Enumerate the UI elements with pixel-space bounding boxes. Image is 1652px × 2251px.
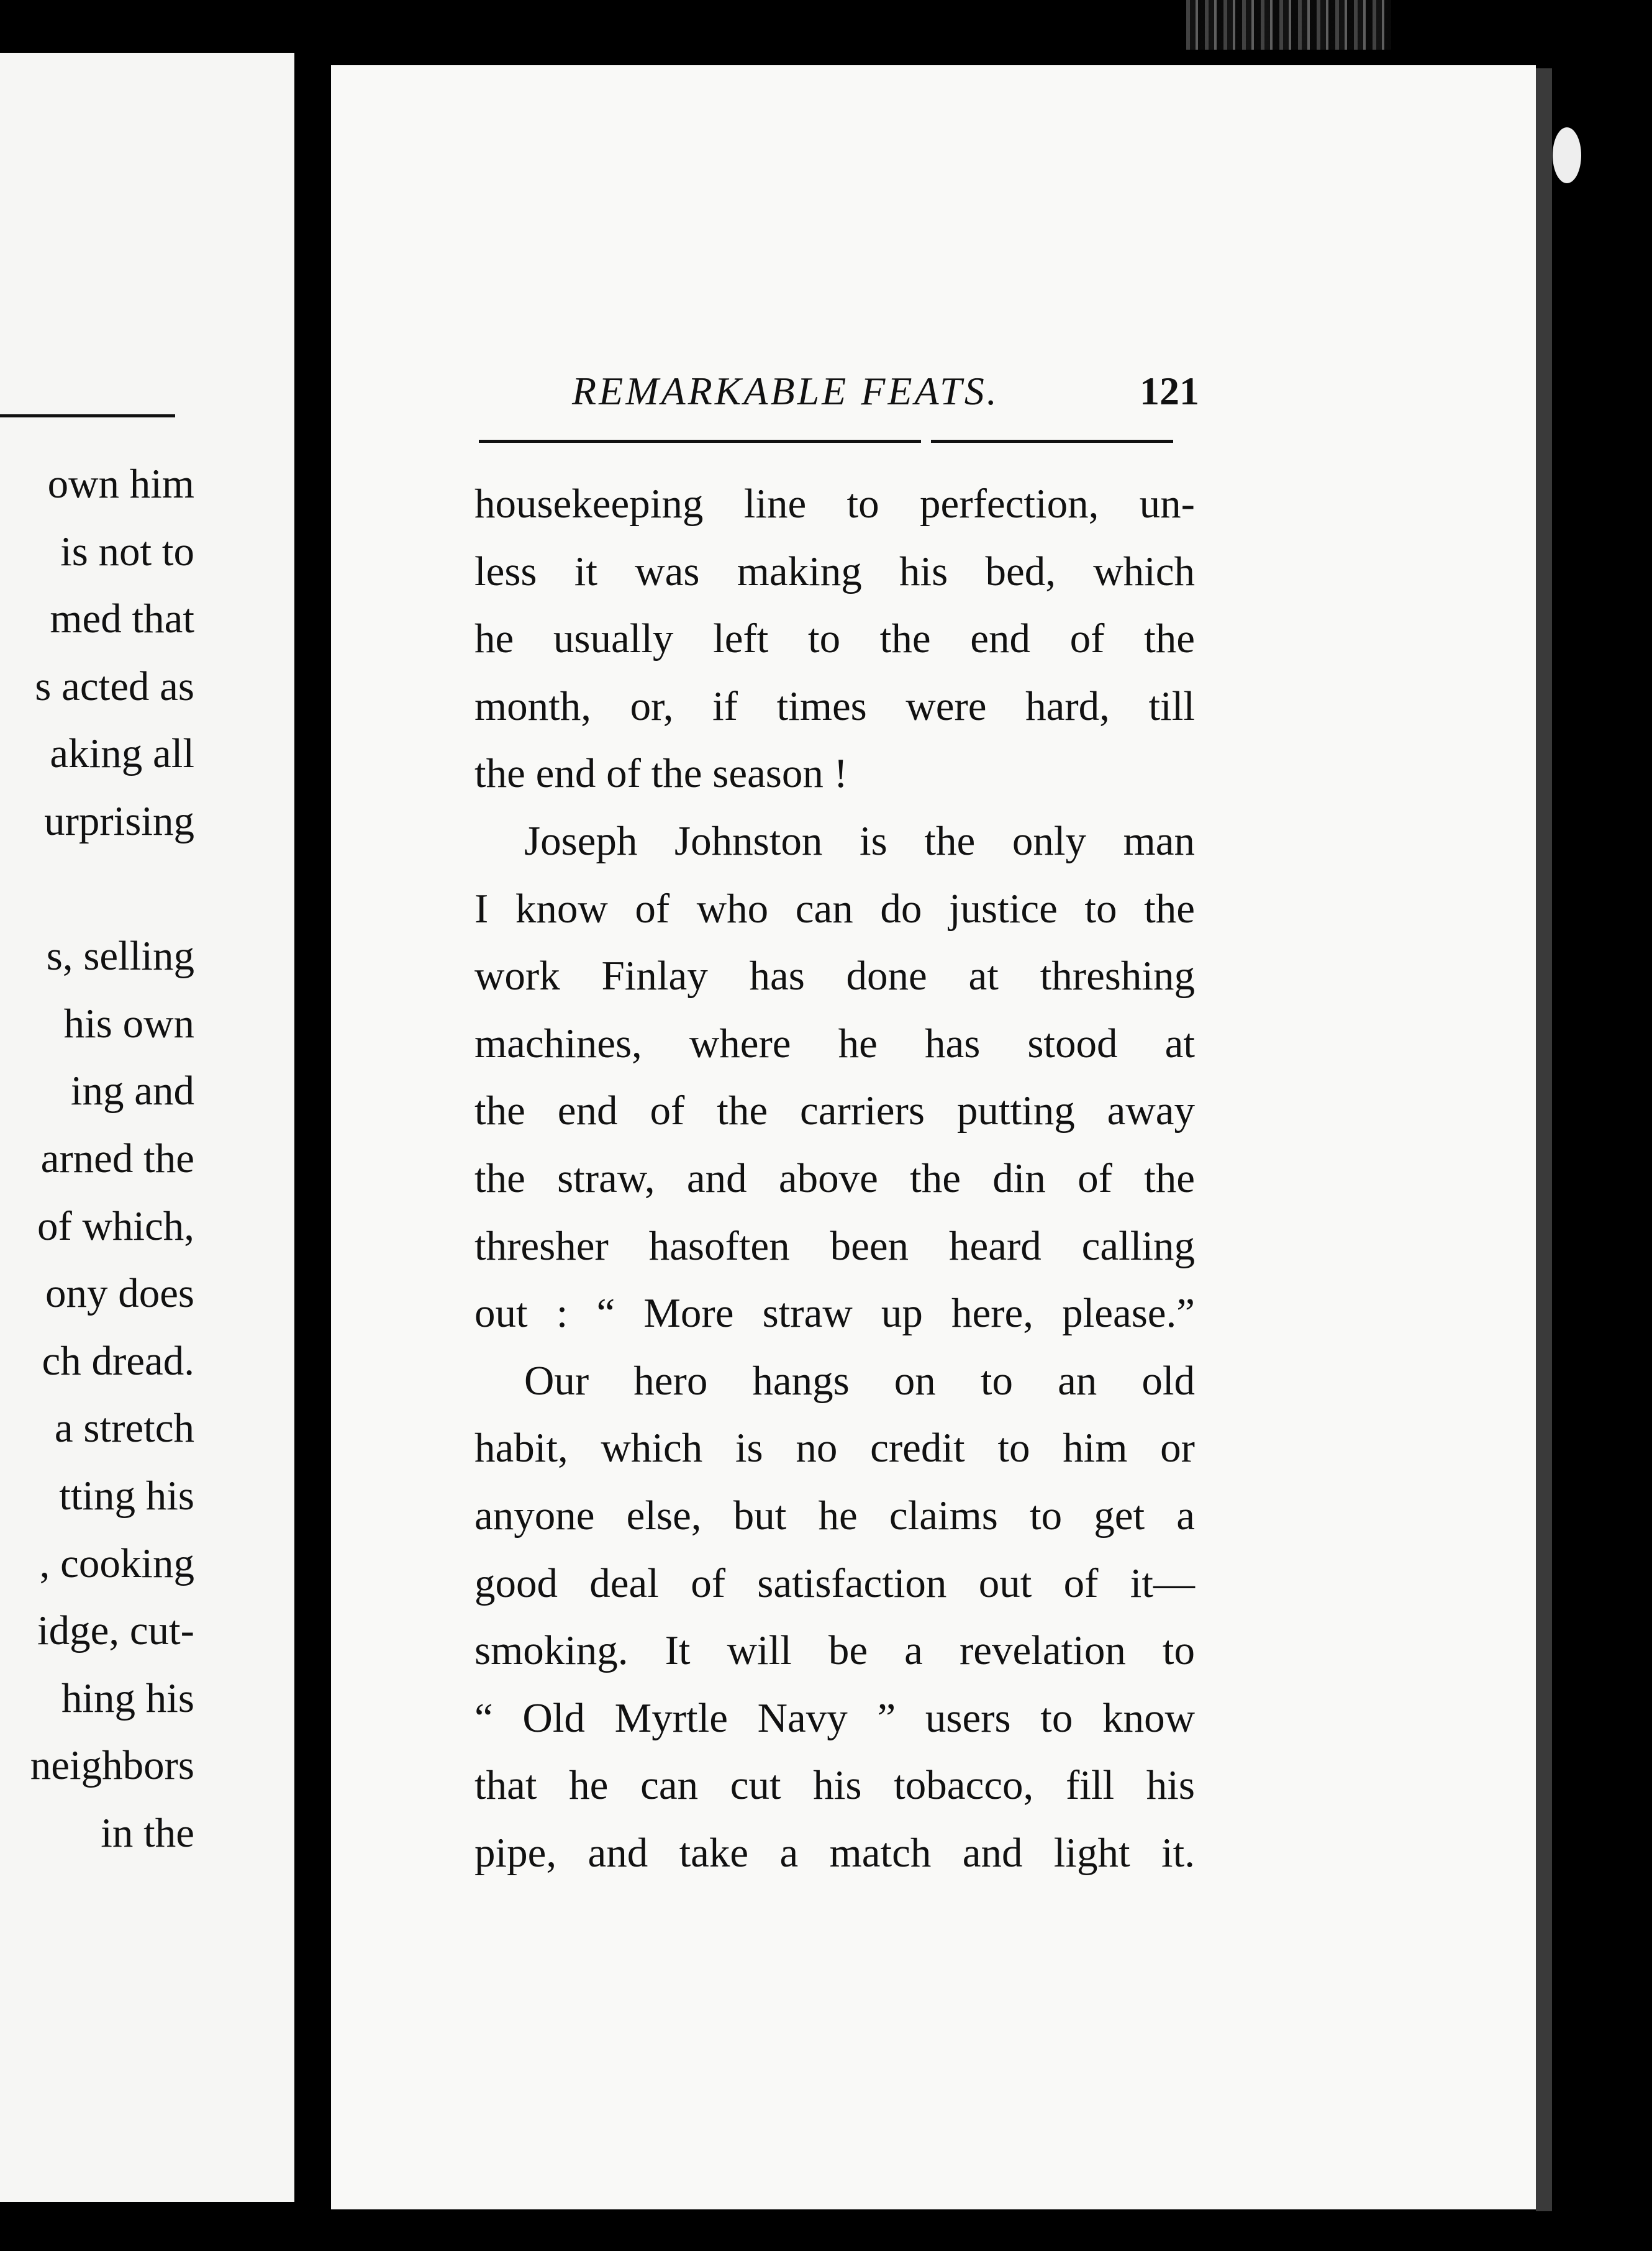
- text-line: good deal of satisfaction out of it—: [474, 1560, 1195, 1606]
- text-line: thresher hasoften been heard calling: [474, 1222, 1195, 1269]
- header-rule: [479, 440, 921, 443]
- text-line: out : “ More straw up here, please.”: [474, 1290, 1195, 1337]
- text-line: less it was making his bed, which: [474, 548, 1195, 594]
- text-line: a stretch: [54, 1405, 194, 1452]
- text-line: work Finlay has done at threshing: [474, 953, 1195, 999]
- page-number: 121: [1140, 369, 1199, 413]
- text-line: med that: [50, 596, 194, 642]
- gutter-shadow: [294, 53, 303, 2202]
- current-page: [331, 65, 1536, 2209]
- text-line: he usually left to the end of the: [474, 616, 1195, 662]
- text-line: hing his: [61, 1675, 194, 1721]
- text-line: ch dread.: [42, 1337, 194, 1384]
- running-head-title: REMARKABLE FEATS.: [572, 369, 999, 413]
- previous-page-text: [30, 450, 194, 1867]
- previous-page: [0, 53, 303, 2202]
- text-line: housekeeping line to perfection, un-: [474, 481, 1195, 527]
- text-line-blank: [30, 855, 194, 923]
- running-head: [331, 368, 1200, 418]
- text-line: own him: [47, 461, 194, 507]
- text-line: that he can cut his tobacco, fill his: [474, 1762, 1195, 1809]
- text-line: “ Old Myrtle Navy ” users to know: [474, 1694, 1195, 1741]
- text-line: anyone else, but he claims to get a: [474, 1492, 1195, 1539]
- body-text: [474, 470, 1195, 1886]
- text-line: Joseph Johnston is the only man: [524, 817, 1195, 864]
- previous-page-rule: [0, 414, 175, 417]
- text-line: of which,: [37, 1203, 194, 1249]
- text-line: pipe, and take a match and light it.: [474, 1829, 1195, 1876]
- text-line: , cooking: [39, 1540, 194, 1586]
- scan-artifact: [1553, 127, 1581, 183]
- text-line: s, selling: [46, 933, 194, 980]
- text-line: s acted as: [35, 663, 194, 709]
- text-line: the straw, and above the din of the: [474, 1155, 1195, 1201]
- text-line: idge, cut-: [37, 1608, 194, 1654]
- text-line: I know of who can do justice to the: [474, 885, 1195, 932]
- text-line: the end of the carriers putting away: [474, 1088, 1195, 1134]
- text-line: month, or, if times were hard, till: [474, 683, 1195, 729]
- text-line: machines, where he has stood at: [474, 1020, 1195, 1066]
- text-line: his own: [63, 1000, 194, 1047]
- text-line: arned the: [40, 1135, 194, 1181]
- text-line: the end of the season !: [474, 750, 848, 797]
- text-line: neighbors: [30, 1742, 194, 1789]
- text-line: smoking. It will be a revelation to: [474, 1627, 1195, 1674]
- header-rule: [931, 440, 1173, 443]
- text-line: in the: [101, 1809, 194, 1856]
- text-line: ony does: [45, 1270, 194, 1317]
- text-line: Our hero hangs on to an old: [524, 1357, 1195, 1404]
- text-line: urprising: [44, 798, 194, 844]
- text-line: habit, which is no credit to him or: [474, 1425, 1195, 1471]
- scan-artifact: [1186, 0, 1391, 50]
- text-line: ing and: [70, 1068, 194, 1114]
- text-line: tting his: [59, 1472, 194, 1519]
- page-edge: [1536, 68, 1552, 2211]
- text-line: aking all: [50, 730, 194, 777]
- text-line: is not to: [60, 528, 194, 575]
